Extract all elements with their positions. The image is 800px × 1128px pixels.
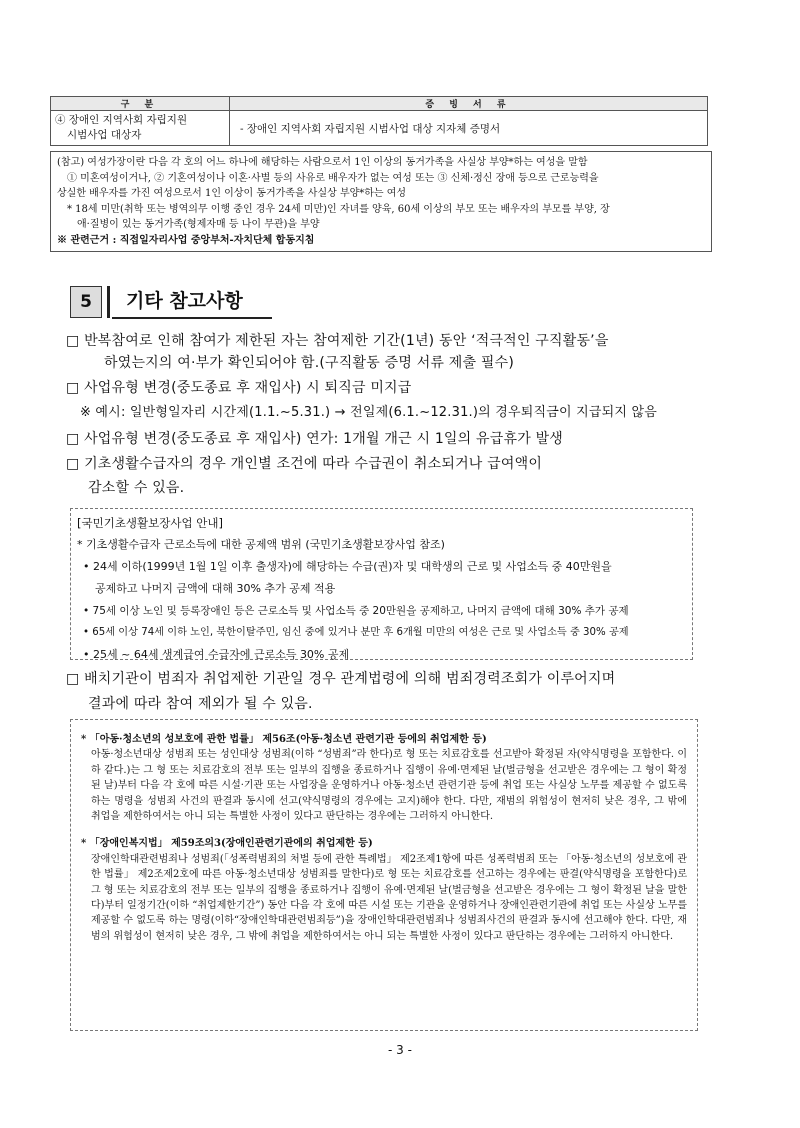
item-repeat-participation-cont: 하였는지의 여·부가 확인되어야 함.(구직활동 증명 서류 제출 필수) bbox=[104, 355, 514, 371]
reference-line2: ① 미혼여성이거나, ② 기혼여성이나 이혼·사별 등의 사유로 배우자가 없는 여성 또는 ③ 신체·정신 장애 등으로 근로능력을 bbox=[67, 172, 599, 184]
box1-line3: • 75세 이상 노인 및 등록장애인 등은 근로소득 및 사업소득 중 20만원을 공제하고, 나머지 금액에 대해 30% 추가 공제 bbox=[83, 605, 629, 617]
box1-line1: * 기초생활수급자 근로소득에 대한 공제액 범위 (국민기초생활보장사업 참조) bbox=[77, 538, 445, 551]
table-row bbox=[51, 111, 708, 146]
item-repeat-participation: □ 반복참여로 인해 참여가 제한된 자는 참여제한 기간(1년) 동안 ‘적극적인 구직활동’을 bbox=[66, 333, 609, 349]
item-employment-restriction: □ 배치기관이 범죄자 취업제한 기관일 경우 관계법령에 의해 범죄경력조회가 이루어지며 bbox=[66, 671, 616, 687]
section-underline bbox=[112, 317, 272, 319]
reference-basis: ※ 관련근거 : 직접일자리사업 중앙부처-자치단체 합동지침 bbox=[57, 234, 315, 246]
reference-line4: * 18세 미만(취학 또는 병역의무 이행 중인 경우 24세 미만)인 자녀를 양육, 60세 이상의 부모 또는 배우자의 부모를 부양, 장 bbox=[67, 203, 610, 215]
reference-box bbox=[50, 151, 712, 252]
law1-heading: * 「아동·청소년의 성보호에 관한 법률」 제56조(아동·청소년 관련기관 등에의 취업제한 등) bbox=[81, 734, 487, 745]
evidence-table bbox=[50, 96, 708, 146]
item-employment-restriction-cont: 결과에 따라 참여 제외가 될 수 있음. bbox=[88, 696, 313, 712]
section-title: 기타 참고사항 bbox=[126, 290, 243, 312]
box1-line2a: • 24세 이하(1999년 1월 1일 이후 출생자)에 해당하는 수급(권)자 및 대학생의 근로 및 사업소득 중 40만원을 bbox=[83, 560, 612, 573]
page-number: - 3 - bbox=[388, 1043, 412, 1057]
box1-title: [국민기초생활보장사업 안내] bbox=[77, 516, 223, 530]
section-divider bbox=[107, 286, 110, 318]
item-basic-livelihood: □ 기초생활수급자의 경우 개인별 조건에 따라 수급권이 취소되거나 급여액이 bbox=[66, 456, 543, 472]
reference-line1: (참고) 여성가장이란 다음 각 호의 어느 하나에 해당하는 사람으로서 1인 이상의 동거가족을 사실상 부양*하는 여성을 말함 bbox=[57, 157, 588, 168]
row-category-line2: 시범사업 대상자 bbox=[67, 129, 142, 141]
row-category bbox=[51, 111, 230, 146]
reference-line5: 애·질병이 있는 동거가족(형제자매 등 나이 무관)을 부양 bbox=[77, 219, 320, 230]
law2-heading: * 「장애인복지법」 제59조의3(장애인관련기관에의 취업제한 등) bbox=[81, 838, 373, 850]
reference-line3: 상실한 배우자를 가진 여성으로서 1인 이상이 동거가족을 사실상 부양*하는 여성 bbox=[57, 188, 407, 199]
header-documents: 증 빙 서 류 bbox=[230, 97, 708, 111]
row-documents: - 장애인 지역사회 자립지원 시범사업 대상 지자체 증명서 bbox=[230, 111, 708, 146]
header-category: 구 분 bbox=[51, 97, 230, 111]
item-annual-leave: □ 사업유형 변경(중도종료 후 재입사) 연가: 1개월 개근 시 1일의 유급휴가 발생 bbox=[66, 431, 564, 447]
item-severance: □ 사업유형 변경(중도종료 후 재입사) 시 퇴직금 미지급 bbox=[66, 380, 412, 396]
box1-line4: • 65세 이상 74세 이하 노인, 북한이탈주민, 임신 중에 있거나 분만 후 6개월 미만의 여성은 근로 및 사업소득 중 30% 공제 bbox=[83, 627, 629, 638]
law-excerpt-box bbox=[70, 719, 698, 1031]
box1-line2b: 공제하고 나머지 금액에 대해 30% 추가 공제 적용 bbox=[95, 582, 336, 595]
basic-livelihood-info-box bbox=[70, 508, 693, 660]
table-header-row bbox=[51, 97, 708, 111]
item-basic-livelihood-cont: 감소할 수 있음. bbox=[88, 480, 185, 496]
box1-line5: • 25세 ~ 64세 생계급여 수급자에 근로소득 30% 공제 bbox=[83, 648, 350, 661]
item-severance-example: ※ 예시: 일반형일자리 시간제(1.1.~5.31.) → 전일제(6.1.~12.31.)의 경우퇴직금이 지급되지 않음 bbox=[80, 405, 658, 420]
law1-body: 아동·청소년대상 성범죄 또는 성인대상 성범죄(이하 “성범죄”라 한다)로 형 또는 치료감호를 선고받아 확정된 자(약식명령을 포함한다. 이하 같다.)는 그 형 또는 치료감호의 전부 또는 일부의 집행을 종료하거나 집행이 유예·면제된 날(벌금형을 선고받은 경우에는 그 형이 확정된 날)부터 다음 각 호에 따른 시설·기관 또는 사업장을 운영하거나 아동·청소년 관련기관 등에 취업 또는 사실상 노무를 제공할 수 없도록 하는 명령을 성범죄 사건의 판결과 동시에 선고(약식명령의 경우에는 고지)해야 한다. 다만, 재범의 위험성이 현저히 낮은 경우, 그 밖에 취업을 제한하여서는 아니 되는 특별한 사정이 있다고 판단하는 경우에는 그러하지 아니한다. bbox=[91, 749, 687, 823]
law2-body: 장애인학대관련범죄나 성범죄(「성폭력범죄의 처벌 등에 관한 특례법」 제2조제1항에 따른 성폭력범죄 또는 「아동·청소년의 성보호에 관한 법률」 제2조제2호에 따른 아동·청소년대상 성범죄를 말한다)로 형 또는 치료감호를 선고하는 경우에는 판결(약식명령을 포함한다)로 그 형 또는 치료감호의 전부 또는 일부의 집행을 종료하거나 집행이 유예·면제된 날(벌금형을 선고받은 경우에는 그 형이 확정된 날을 말한다)부터 일정기간(이하 “취업제한기간”) 동안 다음 각 호에 따른 시설 또는 기관을 운영하거나 장애인관련기관에 취업 또는 사실상 노무를 제공할 수 없도록 하는 명령(이하“장애인학대관련범죄등”)을 장애인학대관련범죄나 성범죄사건의 판결과 동시에 선고해야 한다. 다만, 재범의 위험성이 현저히 낮은 경우, 그 밖에 취업을 제한하여서는 아니 되는 특별한 사정이 있다고 판단하는 경우에는 그러하지 아니한다. bbox=[91, 853, 687, 942]
section-number: 5 bbox=[70, 286, 102, 318]
row-category-line1: ④ 장애인 지역사회 자립지원 bbox=[55, 114, 188, 126]
